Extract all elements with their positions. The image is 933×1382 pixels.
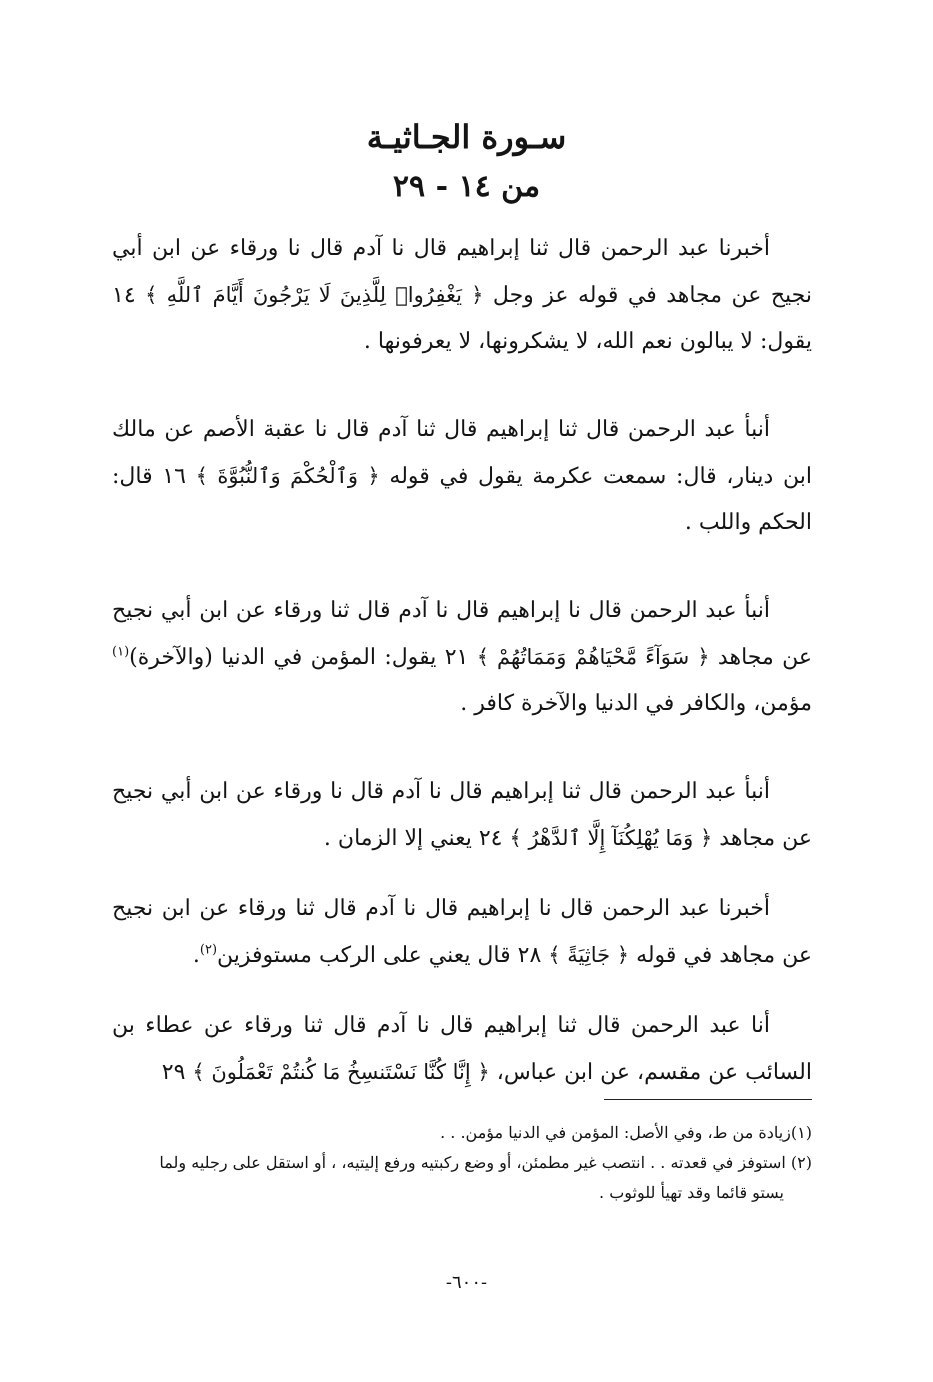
paragraph-verse-29 [112, 1003, 812, 1096]
narration-text: أنبأ عبد الرحمن قال ثنا إبراهيم قال ثنا آدم قال نا عقبة الأصم عن مالك ابن دينار، قال: سمعت عكرمة يقول في قوله [112, 417, 813, 489]
footnote-2-continuation: يستو قائما وقد تهيأ للوثوب . [599, 1183, 784, 1202]
page-number: -٦٠٠- [445, 1272, 488, 1293]
commentary-text: ٢١ يقول: المؤمن في الدنيا (والآخرة) [129, 645, 477, 670]
paragraph-verse-28 [112, 886, 812, 979]
paragraph-verse-24 [112, 769, 812, 862]
commentary-text: ١٦ قال: الحكم واللب . [112, 464, 812, 535]
commentary-text: ٢٨ قال يعني على الركب مستوفزين [217, 943, 549, 968]
commentary-text: ١٤ يقول: لا يبالون نعم الله، لا يشكرونها، لا يعرفونها . [112, 283, 812, 354]
commentary-text: ٢٩ [161, 1060, 193, 1085]
footnote-ref-2[interactable]: (٢) [199, 942, 218, 958]
quran-verse: ﴿ سَوَآءً مَّحْيَاهُمْ وَمَمَاتُهُمْ ﴾ [476, 645, 710, 669]
verse-range-subtitle: من ١٤ - ٢٩ [392, 169, 541, 204]
narration-text: أخبرنا عبد الرحمن قال نا إبراهيم قال نا آدم قال ثنا ورقاء عن ابن نجيح عن مجاهد في قوله [112, 896, 812, 968]
commentary-text-tail: مؤمن، والكافر في الدنيا والآخرة كافر . [460, 691, 812, 716]
main-text [112, 226, 812, 1096]
narration-text: أنبأ عبد الرحمن قال نا إبراهيم قال نا آدم قال ثنا ورقاء عن ابن أبي نجيح عن مجاهد [112, 598, 812, 670]
narration-text: أنبأ عبد الرحمن قال ثنا إبراهيم قال نا آدم قال نا ورقاء عن ابن أبي نجيح عن مجاهد [112, 779, 812, 851]
narration-text: أنا عبد الرحمن قال ثنا إبراهيم قال نا آدم قال ثنا ورقاء عن عطاء بن السائب عن مقسم، عن ابن عباس، [112, 1013, 812, 1085]
surah-title: سـورة الجـاثيـة [366, 118, 567, 156]
quran-verse: ﴿ إِنَّا كُنَّا نَسْتَنسِخُ مَا كُنتُمْ تَعْمَلُونَ ﴾ [192, 1060, 490, 1084]
footnotes [120, 1118, 812, 1208]
footnote-ref-1[interactable]: (١) [112, 644, 130, 660]
commentary-text-tail: . [192, 943, 200, 968]
paragraph-verse-16 [112, 407, 812, 546]
narration-text: أخبرنا عبد الرحمن قال ثنا إبراهيم قال نا آدم قال نا ورقاء عن ابن أبي نجيح عن مجاهد في قوله عز وجل [112, 236, 813, 308]
footnote-2-text: (٢) استوفز في قعدته . . انتصب غير مطمئن، أو وضع ركبتيه ورفع إليتيه، ، أو استقل على رجليه ولما [159, 1153, 812, 1172]
quran-verse: ﴿ يَغْفِرُوا۟ لِلَّذِينَ لَا يَرْجُونَ أَيَّامَ ٱللَّهِ ﴾ [145, 283, 484, 307]
footnote-2 [120, 1148, 812, 1208]
quran-verse: ﴿ وَٱلْحُكْمَ وَٱلنُّبُوَّةَ ﴾ [195, 464, 380, 488]
quran-verse: ﴿ وَمَا يُهْلِكُنَآ إِلَّا ٱلدَّهْرُ ﴾ [509, 826, 713, 850]
quran-verse: ﴿ جَاثِيَةً ﴾ [548, 943, 630, 967]
footnote-divider [604, 1099, 812, 1100]
paragraph-verse-14 [112, 226, 812, 365]
footnote-1: (١)زيادة من ط، وفي الأصل: المؤمن في الدنيا مؤمن. . . [440, 1123, 812, 1142]
commentary-text: ٢٤ يعني إلا الزمان . [323, 826, 510, 851]
paragraph-verse-21 [112, 588, 812, 727]
